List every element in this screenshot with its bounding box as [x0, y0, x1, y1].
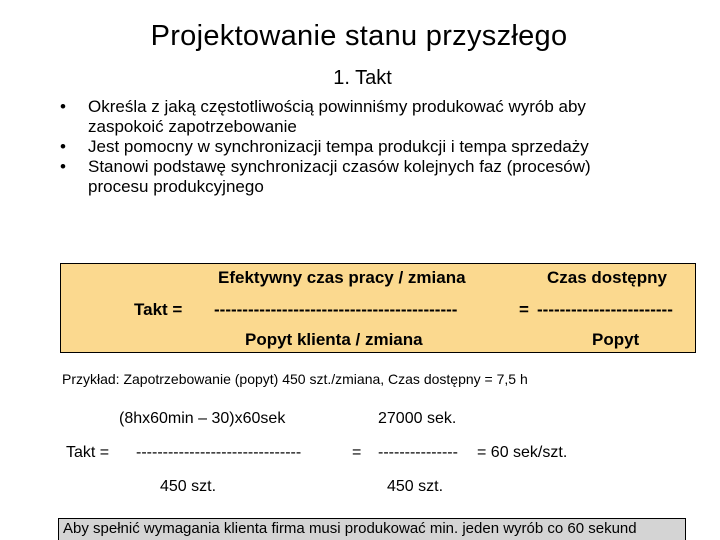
formula-equals: = [519, 300, 529, 319]
formula-numerator-right: Czas dostępny [547, 268, 667, 287]
bullet-item [60, 157, 700, 197]
slide-title: Projektowanie stanu przyszłego [150, 20, 568, 52]
example-denominator-right: 450 szt. [387, 478, 444, 495]
example-denominator-left: 450 szt. [160, 478, 217, 495]
bullet-dot: • [60, 97, 66, 116]
example-equals: = [352, 444, 362, 461]
bullet-list [60, 97, 700, 197]
example-description: Przykład: Zapotrzebowanie (popyt) 450 szt./zmiana, Czas dostępny = 7,5 h [62, 371, 528, 387]
bullet-text-line: zaspokoić zapotrzebowanie [88, 117, 297, 136]
bullet-item [60, 137, 700, 157]
bullet-item [60, 97, 700, 137]
example-dashes-left: ------------------------------- [136, 444, 302, 461]
bullet-dot: • [60, 157, 66, 176]
slide-subtitle: 1. Takt [333, 67, 392, 89]
formula-numerator-left: Efektywny czas pracy / zmiana [218, 268, 466, 287]
bullet-text-line: procesu produkcyjnego [88, 177, 264, 196]
bullet-text-line: Określa z jaką częstotliwością powinniśmy produkować wyrób aby [88, 97, 586, 116]
formula-label: Takt = [134, 300, 183, 319]
conclusion-banner: Aby spełnić wymagania klienta firma musi produkować min. jeden wyrób co 60 sekund [58, 518, 686, 540]
takt-formula-box [60, 263, 696, 353]
bullet-dot: • [60, 137, 66, 156]
bullet-text-line: Jest pomocny w synchronizacji tempa produkcji i tempa sprzedaży [88, 137, 589, 156]
formula-dashes-right: ------------------------ [537, 300, 673, 319]
bullet-text-line: Stanowi podstawę synchronizacji czasów kolejnych faz (procesów) [88, 157, 591, 176]
formula-denominator-left: Popyt klienta / zmiana [245, 330, 423, 349]
example-dashes-right: --------------- [378, 444, 458, 461]
example-numerator-right: 27000 sek. [378, 410, 457, 427]
example-result: = 60 sek/szt. [477, 444, 568, 461]
formula-denominator-right: Popyt [592, 330, 640, 349]
example-numerator-left: (8hx60min – 30)x60sek [119, 410, 286, 427]
example-label: Takt = [66, 444, 110, 461]
formula-dashes-left: ------------------------------------------- [214, 300, 458, 319]
